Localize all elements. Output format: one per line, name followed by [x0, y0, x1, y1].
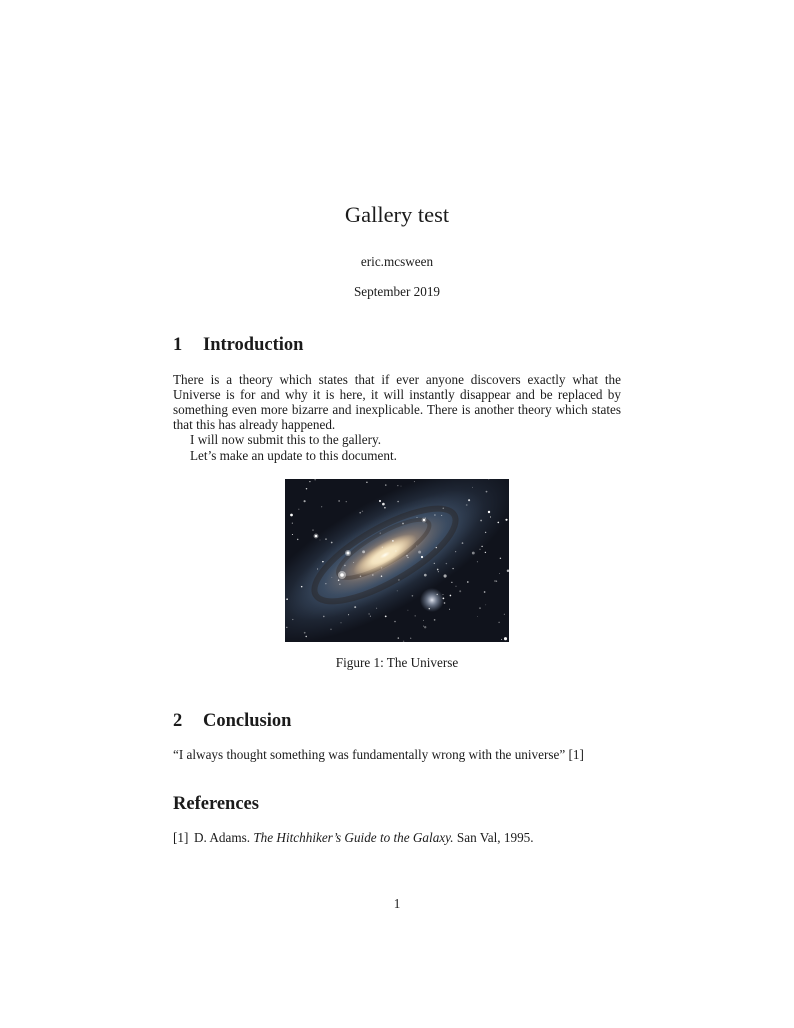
- page-number: 1: [393, 896, 401, 911]
- document-content: [173, 0, 621, 845]
- document-title: Gallery test: [344, 202, 450, 227]
- figure-1: [285, 479, 509, 642]
- reference-label: [1]: [173, 829, 189, 845]
- document-date: September 2019: [353, 283, 441, 299]
- figure-1-caption: Figure 1: The Universe: [335, 654, 459, 670]
- section-label: Conclusion: [203, 710, 292, 731]
- document-author: eric.mcsween: [360, 254, 434, 269]
- intro-paragraph-3: Let’s make an update to this document.: [190, 447, 397, 463]
- intro-paragraph-2: I will now submit this to the gallery.: [190, 432, 382, 448]
- reference-publisher: San Val, 1995.: [456, 829, 534, 845]
- reference-entry-1: [173, 830, 621, 845]
- conclusion-quote: “I always thought something was fundamentally wrong with the universe” [1]: [173, 747, 584, 763]
- andromeda-galaxy-image: [285, 479, 509, 642]
- section-heading-introduction: [173, 334, 621, 356]
- section-number: 2: [173, 710, 183, 731]
- section-number: 1: [173, 335, 183, 356]
- reference-text: [194, 830, 621, 845]
- companion-galaxy: [420, 588, 444, 612]
- section-heading-references: References: [173, 793, 259, 814]
- section-label: Introduction: [203, 335, 304, 356]
- reference-title: The Hitchhiker’s Guide to the Galaxy.: [253, 829, 454, 845]
- reference-authors: D. Adams.: [194, 829, 251, 845]
- intro-paragraph-1: There is a theory which states that if ever anyone discovers exactly what the Universe is for and why it is here, it will instantly disappear and be replaced by something even more bizarre and inexplicable. There is another theory which states that this has already happened.: [173, 371, 621, 433]
- section-heading-conclusion: [173, 710, 621, 732]
